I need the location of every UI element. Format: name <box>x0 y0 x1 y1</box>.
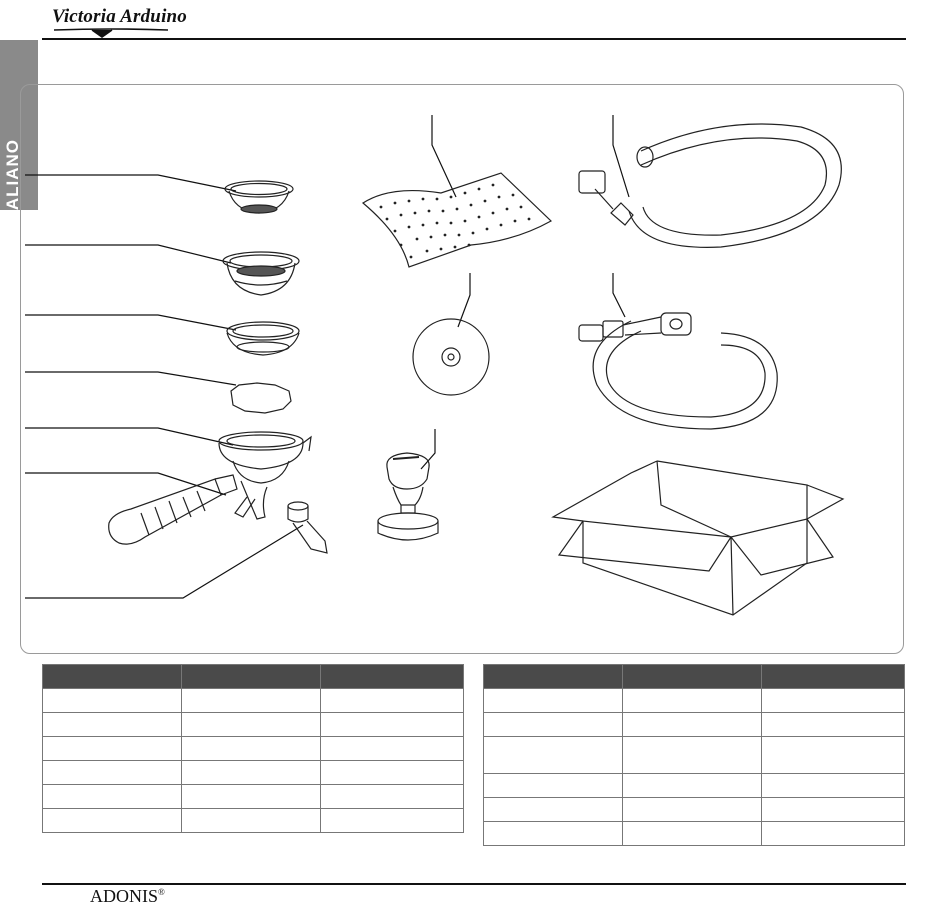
table-header-row <box>484 665 905 689</box>
double-filter-basket-icon <box>223 252 299 295</box>
table-row <box>43 713 464 737</box>
single-filter-basket-icon <box>225 181 293 213</box>
water-supply-hose-icon <box>579 313 777 429</box>
drain-hose-icon <box>579 124 841 247</box>
tamper-icon <box>378 453 438 540</box>
blind-filter-icon <box>227 322 299 355</box>
table-row <box>484 774 905 798</box>
table-row <box>484 689 905 713</box>
table-row <box>484 713 905 737</box>
logo-swash-icon <box>52 6 172 38</box>
model-name-text: ADONIS <box>90 886 159 906</box>
backflush-disc-icon <box>413 319 489 395</box>
brand-logo-text: Victoria Arduino <box>52 6 188 27</box>
drip-tray-mat-icon <box>363 173 551 267</box>
accessories-figure <box>20 84 904 654</box>
parts-table-right <box>483 664 905 846</box>
table-row <box>484 822 905 846</box>
cardboard-box-icon <box>553 461 843 615</box>
filter-holder-handle-icon <box>109 475 267 544</box>
leader-lines-right <box>421 115 629 469</box>
table-header-row <box>43 665 464 689</box>
spout-icon <box>288 502 327 553</box>
table-row <box>43 809 464 833</box>
registered-mark: ® <box>158 887 165 897</box>
table-row <box>484 737 905 774</box>
footer-rule <box>42 883 906 885</box>
model-name <box>90 886 165 907</box>
table-row <box>43 785 464 809</box>
table-row <box>43 761 464 785</box>
filter-spring-icon <box>231 383 291 413</box>
table-row <box>484 798 905 822</box>
leader-lines-left <box>25 175 303 598</box>
brand-logo <box>52 6 188 38</box>
table-row <box>43 689 464 713</box>
table-row <box>43 737 464 761</box>
parts-table-left <box>42 664 464 833</box>
language-label: ITALIANO <box>3 138 22 226</box>
header-rule <box>42 38 906 40</box>
